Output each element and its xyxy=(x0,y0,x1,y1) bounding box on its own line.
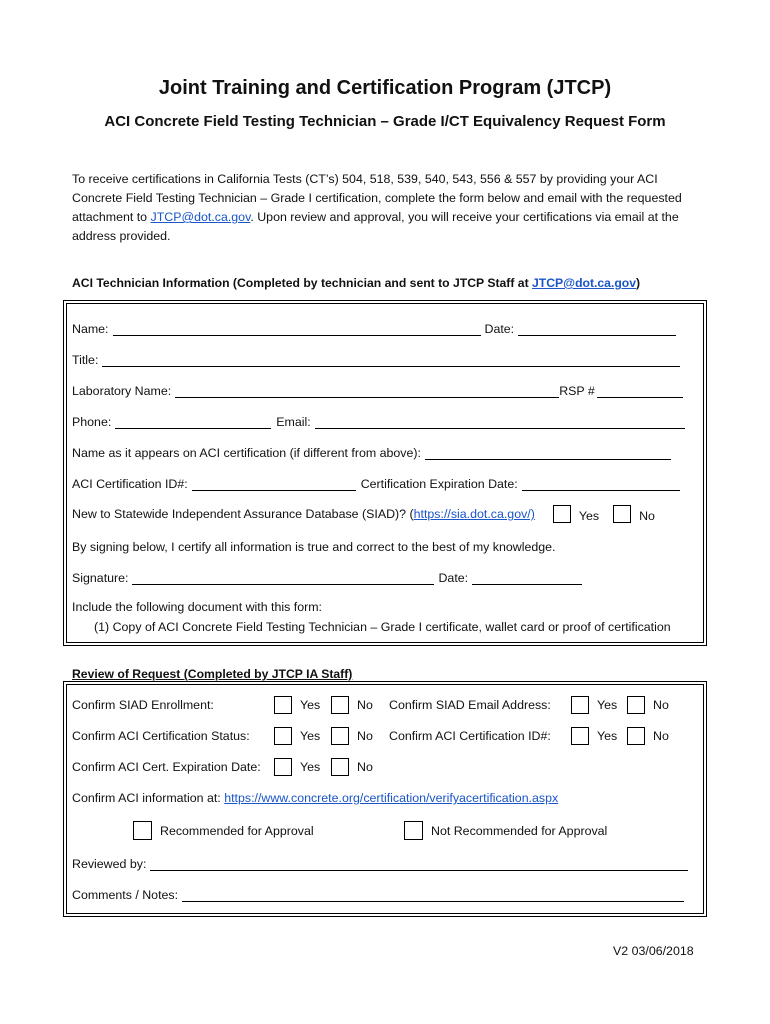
aci-status-yes-option[interactable] xyxy=(274,727,320,745)
aci-exp-no-checkbox[interactable] xyxy=(331,758,349,776)
phone-email-row xyxy=(72,411,770,429)
email-field[interactable] xyxy=(315,415,685,429)
aci-id-no-option[interactable] xyxy=(627,727,669,745)
not-recommended-label: Not Recommended for Approval xyxy=(431,823,608,838)
lab-row xyxy=(72,380,770,398)
aci-name-label: Name as it appears on ACI certification (if different from above): xyxy=(72,446,421,460)
siad-yes-option[interactable] xyxy=(553,505,599,523)
aci-exp-yes-label: Yes xyxy=(300,760,321,774)
siad-enroll-yes-label: Yes xyxy=(300,698,321,712)
phone-label: Phone: xyxy=(72,415,112,429)
phone-field[interactable] xyxy=(115,415,271,429)
siad-no-label: No xyxy=(639,509,655,523)
siad-no-checkbox[interactable] xyxy=(613,505,631,523)
certify-text: By signing below, I certify all information is true and correct to the best of my knowledge. xyxy=(72,540,556,554)
name-label: Name: xyxy=(72,322,109,336)
aci-status-label: Confirm ACI Certification Status: xyxy=(72,729,250,743)
sig-date-field[interactable] xyxy=(472,571,582,585)
siad-email-no-option[interactable] xyxy=(627,696,669,714)
technician-section-heading xyxy=(72,276,640,290)
recommended-option[interactable] xyxy=(133,821,314,840)
aci-status-yes-label: Yes xyxy=(300,729,321,743)
sig-date-label: Date: xyxy=(438,571,469,585)
title-row xyxy=(72,349,770,367)
intro-text-2: . Upon review and approval, you will receive your certifications via email at the address provided. xyxy=(72,210,679,243)
aci-id-no-checkbox[interactable] xyxy=(627,727,645,745)
siad-email-label: Confirm SIAD Email Address: xyxy=(389,698,551,712)
aci-exp-no-option[interactable] xyxy=(331,758,373,776)
date-label: Date: xyxy=(484,322,515,336)
certify-row xyxy=(72,536,770,554)
technician-heading-text: ACI Technician Information (Completed by technician and sent to JTCP Staff at xyxy=(72,276,533,290)
aci-status-no-label: No xyxy=(357,729,373,743)
include-row xyxy=(72,596,770,614)
siad-label: New to Statewide Independent Assurance Database (SIAD)? ( xyxy=(72,507,414,521)
siad-enroll-no-option[interactable] xyxy=(331,696,373,714)
siad-email-yes-checkbox[interactable] xyxy=(571,696,589,714)
aci-status-no-checkbox[interactable] xyxy=(331,727,349,745)
rsp-field[interactable] xyxy=(597,384,683,398)
aci-verify-link[interactable]: https://www.concrete.org/certification/verifyacertification.aspx xyxy=(224,791,559,805)
title-field[interactable] xyxy=(102,353,680,367)
signature-row xyxy=(72,567,770,585)
siad-email-no-checkbox[interactable] xyxy=(627,696,645,714)
date-field[interactable] xyxy=(518,322,676,336)
technician-heading-end: ) xyxy=(636,276,641,290)
intro-email-link[interactable]: JTCP@dot.ca.gov xyxy=(150,210,251,224)
cert-exp-label: Certification Expiration Date: xyxy=(360,477,518,491)
cert-id-field[interactable] xyxy=(192,477,356,491)
form-subtitle: ACI Concrete Field Testing Technician – Grade I/CT Equivalency Request Form xyxy=(104,113,666,130)
siad-enroll-label: Confirm SIAD Enrollment: xyxy=(72,698,214,712)
aci-status-yes-checkbox[interactable] xyxy=(274,727,292,745)
aci-name-field[interactable] xyxy=(425,446,671,460)
aci-id-no-label: No xyxy=(653,729,669,743)
intro-paragraph xyxy=(72,170,702,246)
aci-exp-no-label: No xyxy=(357,760,373,774)
siad-yes-label: Yes xyxy=(578,509,600,523)
siad-enroll-yes-checkbox[interactable] xyxy=(274,696,292,714)
cert-row xyxy=(72,473,770,491)
name-date-row xyxy=(72,318,770,336)
intro-text-1: To receive certifications in California Tests (CT’s) 504, 518, 539, 540, 543, 556 & 557 by providing your ACI Concrete Field Testing Technician – Grade I certification, complete the form below and email with the requested attachment to xyxy=(72,172,682,224)
siad-email-yes-label: Yes xyxy=(597,698,618,712)
reviewed-by-label: Reviewed by: xyxy=(72,857,147,871)
name-field[interactable] xyxy=(113,322,481,336)
lab-label: Laboratory Name: xyxy=(72,384,172,398)
aci-id-yes-label: Yes xyxy=(597,729,618,743)
version-label: V2 03/06/2018 xyxy=(613,944,694,958)
recommended-label: Recommended for Approval xyxy=(160,823,314,838)
cert-exp-field[interactable] xyxy=(522,477,680,491)
comments-row xyxy=(72,884,770,902)
include-item: (1) Copy of ACI Concrete Field Testing Technician – Grade I certificate, wallet card or proof of certification xyxy=(94,620,671,634)
signature-label: Signature: xyxy=(72,571,129,585)
siad-email-no-label: No xyxy=(653,698,669,712)
siad-enroll-yes-option[interactable] xyxy=(274,696,320,714)
include-item-row xyxy=(94,616,770,634)
review-section-heading: Review of Request (Completed by JTCP IA Staff) xyxy=(72,667,353,681)
recommended-checkbox[interactable] xyxy=(133,821,152,840)
not-recommended-option[interactable] xyxy=(404,821,607,840)
not-recommended-checkbox[interactable] xyxy=(404,821,423,840)
comments-field[interactable] xyxy=(182,888,684,902)
rsp-label: RSP # xyxy=(559,384,595,398)
siad-row xyxy=(72,505,770,523)
siad-link[interactable]: https://sia.dot.ca.gov/) xyxy=(413,507,535,521)
aci-status-no-option[interactable] xyxy=(331,727,373,745)
aci-id-yes-checkbox[interactable] xyxy=(571,727,589,745)
technician-heading-email-link[interactable]: JTCP@dot.ca.gov xyxy=(532,276,637,290)
cert-id-label: ACI Certification ID#: xyxy=(72,477,188,491)
page-title: Joint Training and Certification Program (JTCP) xyxy=(158,77,612,99)
reviewed-by-row xyxy=(72,853,770,871)
aci-id-label: Confirm ACI Certification ID#: xyxy=(389,729,551,743)
aci-id-yes-option[interactable] xyxy=(571,727,617,745)
include-text: Include the following document with this form: xyxy=(72,600,323,614)
siad-no-option[interactable] xyxy=(613,505,655,523)
aci-info-row xyxy=(72,791,558,805)
lab-field[interactable] xyxy=(175,384,559,398)
siad-email-yes-option[interactable] xyxy=(571,696,617,714)
aci-info-label: Confirm ACI information at: xyxy=(72,791,221,805)
siad-yes-checkbox[interactable] xyxy=(553,505,571,523)
signature-field[interactable] xyxy=(132,571,434,585)
siad-enroll-no-checkbox[interactable] xyxy=(331,696,349,714)
comments-label: Comments / Notes: xyxy=(72,888,179,902)
email-label: Email: xyxy=(276,415,311,429)
aci-exp-label: Confirm ACI Cert. Expiration Date: xyxy=(72,760,261,774)
reviewed-by-field[interactable] xyxy=(150,857,688,871)
siad-enroll-no-label: No xyxy=(357,698,373,712)
aci-exp-yes-option[interactable] xyxy=(274,758,320,776)
aci-exp-yes-checkbox[interactable] xyxy=(274,758,292,776)
title-label: Title: xyxy=(72,353,99,367)
aci-name-row xyxy=(72,442,770,460)
